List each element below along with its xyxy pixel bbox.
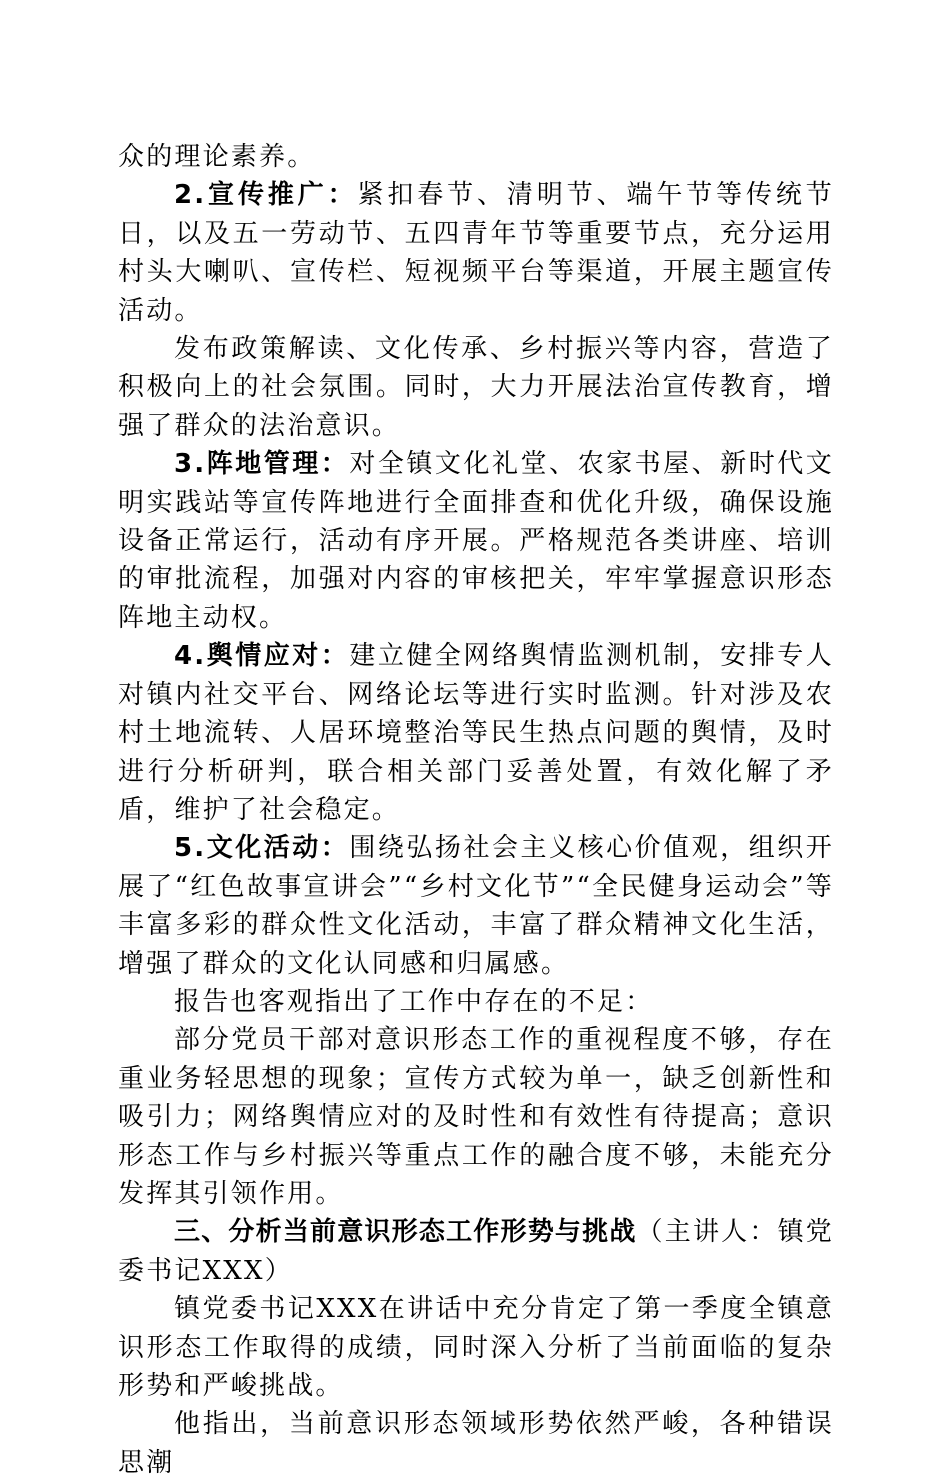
- paragraph-secretary: 镇党委书记XXX在讲话中充分肯定了第一季度全镇意识形态工作取得的成绩，同时深入分析了当前面临的复杂形势和严峻挑战。: [118, 1294, 834, 1401]
- paragraph-item-3: [118, 445, 834, 637]
- item-2-text: 紧扣春节、清明节、端午节等传统节日，以及五一劳动节、五四青年节等重要节点，充分运用村头大喇叭、宣传栏、短视频平台等渠道，开展主题宣传活动。: [118, 180, 835, 326]
- paragraph-shortcomings: 部分党员干部对意识形态工作的重视程度不够，存在重业务轻思想的现象；宣传方式较为单一，缺乏创新性和吸引力；网络舆情应对的及时性和有效性有待提高；意识形态工作与乡村振兴等重点工作的融合度不够，未能充分发挥其引领作用。: [118, 1025, 834, 1209]
- paragraph-report: 报告也客观指出了工作中存在的不足：: [174, 986, 654, 1017]
- item-5-text: 围绕弘扬社会主义核心价值观，组织开展了“红色故事宣讲会”“乡村文化节”“全民健身运动会”等丰富多彩的群众性文化活动，丰富了群众精神文化生活，增强了群众的文化认同感和归属感。: [118, 833, 834, 979]
- paragraph-intro-tail: 众的理论素养。: [118, 142, 316, 172]
- paragraph-item-5: [118, 829, 834, 983]
- item-4-label: 4.舆情应对：: [174, 641, 350, 672]
- paragraph-item-4: [118, 637, 834, 829]
- section-heading: [118, 1213, 834, 1290]
- section-speaker: （主讲人：镇党委书记XXX）: [118, 1217, 834, 1286]
- section-title: 三、分析当前意识形态工作形势与挑战: [174, 1217, 637, 1248]
- item-3-label: 3.阵地管理：: [174, 449, 350, 480]
- item-4-text: 建立健全网络舆情监测机制，安排专人对镇内社交平台、网络论坛等进行实时监测。针对涉及农村土地流转、人居环境整治等民生热点问题的舆情，及时进行分析研判，联合相关部门妥善处置，有效化解了矛盾，维护了社会稳定。: [118, 641, 834, 825]
- item-2-label: 2.宣传推广：: [174, 180, 358, 211]
- paragraph-he-pointed: 他指出，当前意识形态领域形势依然严峻，各种错误思潮: [118, 1409, 834, 1478]
- item-2-continued-text: 发布政策解读、文化传承、乡村振兴等内容，营造了积极向上的社会氛围。同时，大力开展法治宣传教育，增强了群众的法治意识。: [118, 334, 834, 441]
- item-5-label: 5.文化活动：: [174, 833, 350, 864]
- paragraph-item-2-continued: [118, 330, 834, 445]
- item-3-text: 对全镇文化礼堂、农家书屋、新时代文明实践站等宣传阵地进行全面排查和优化升级，确保设施设备正常运行，活动有序开展。严格规范各类讲座、培训的审批流程，加强对内容的审核把关，牢牢掌握意识形态阵地主动权。: [118, 449, 834, 633]
- paragraph-item-2: [118, 176, 834, 330]
- document-page: [118, 138, 834, 1482]
